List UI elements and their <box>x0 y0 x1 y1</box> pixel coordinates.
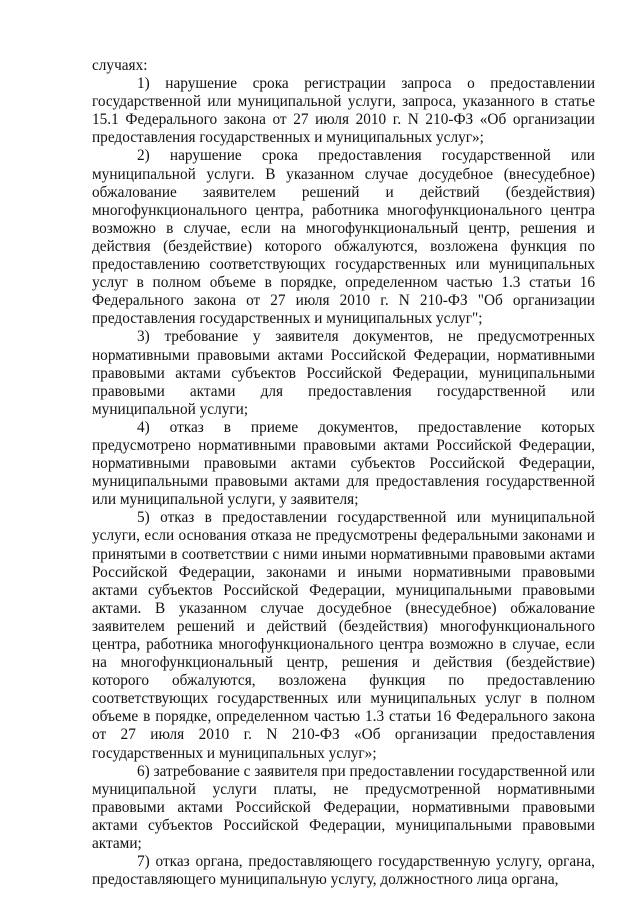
paragraph-item-7: 7) отказ органа, предоставляющего государственную услугу, органа, предоставляющего муниципальную услугу, должностного лица органа, <box>92 853 595 889</box>
paragraph-continuation: случаях: <box>92 57 148 74</box>
document-page <box>92 57 595 889</box>
paragraph-item-3: 3) требование у заявителя документов, не предусмотренных нормативными правовыми актами Российской Федерации, нормативными правовыми актами субъектов Российской Федерации, муниципальными правовыми актами для предоставления государственной или муниципальной услуги; <box>92 328 595 418</box>
paragraph-item-5: 5) отказ в предоставлении государственной или муниципальной услуги, если основания отказа не предусмотрены федеральными законами и принятыми в соответствии с ними иными нормативными правовыми актами Российской Федерации, законами и иными нормативными правовыми актами субъектов Российской Федерации, муниципальными правовыми актами. В указанном случае досудебное (внесудебное) обжалование заявителем решений и действий (бездействия) многофункционального центра, работника многофункционального центра возможно в случае, если на многофункциональный центр, решения и действия (бездействие) которого обжалуются, возложена функция по предоставлению соответствующих государственных или муниципальных услуг в полном объеме в порядке, определенном частью 1.3 статьи 16 Федерального закона от 27 июля 2010 г. N 210-ФЗ «Об организации предоставления государственных и муниципальных услуг»; <box>92 509 595 762</box>
paragraph-item-4: 4) отказ в приеме документов, предоставление которых предусмотрено нормативными правовыми актами Российской Федерации, нормативными правовыми актами субъектов Российской Федерации, муниципальными правовыми актами для предоставления государственной или муниципальной услуги, у заявителя; <box>92 418 595 509</box>
paragraph-item-6: 6) затребование с заявителя при предоставлении государственной или муниципальной услуги платы, не предусмотренной нормативными правовыми актами Российской Федерации, нормативными правовыми актами субъектов Российской Федерации, муниципальными правовыми актами; <box>92 762 595 853</box>
paragraph-item-1: 1) нарушение срока регистрации запроса о предоставлении государственной или муниципальной услуги, запроса, указанного в статье 15.1 Федерального закона от 27 июля 2010 г. N 210-ФЗ «Об организации предоставления государственных и муниципальных услуг»; <box>92 75 595 147</box>
paragraph-item-2: 2) нарушение срока предоставления государственной или муниципальной услуги. В указанном случае досудебное (внесудебное) обжалование заявителем решений и действий (бездействия) многофункционального центра, работника многофункционального центра возможно в случае, если на многофункциональный центр, решения и действия (бездействие) которого обжалуются, возложена функция по предоставлению соответствующих государственных или муниципальных услуг в полном объеме в порядке, определенном частью 1.3 статьи 16 Федерального закона от 27 июля 2010 г. N 210-ФЗ "Об организации предоставления государственных и муниципальных услуг"; <box>92 147 595 328</box>
